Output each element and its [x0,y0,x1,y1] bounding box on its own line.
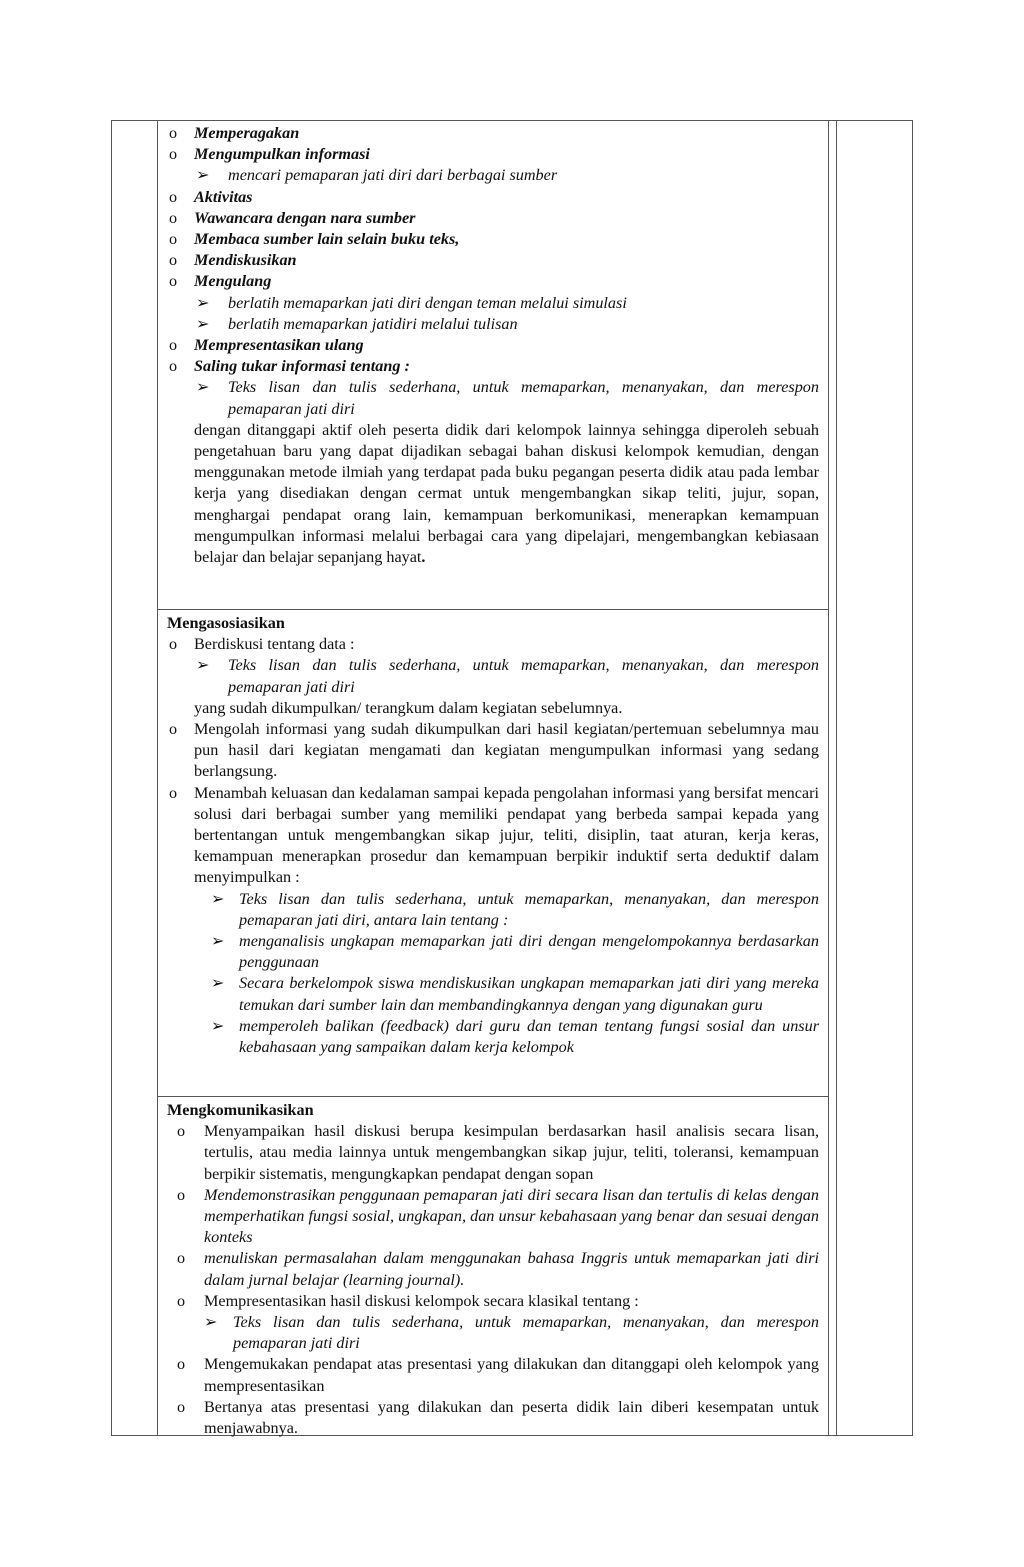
circle-bullet-icon: o [177,1122,186,1141]
paragraph: dengan ditanggapi aktif oleh peserta didik dari kelompok lainnya sehingga diperoleh sebuah pengetahuan baru yang dapat dijadikan sebagai bahan diskusi kelompok kemudian, dengan menggunakan metode ilmiah yang terdapat pada buku pegangan peserta didik atau pada lembar kerja yang disediakan dengan cermat untuk mengembangkan sikap teliti, jujur, sopan, menghargai pendapat orang lain, kemampuan berkomunikasi, menerapkan kemampuan mengumpulkan informasi melalui berbagai cara yang dipelajari, mengembangkan kebiasaan belajar dan belajar sepanjang hayat. [194,420,819,567]
list-item: o Mendiskusikan [167,250,819,271]
sub-list-item: ➢ Secara berkelompok siswa mendiskusikan ungkapan memaparkan jati diri yang mereka temukan dari sumber lain dan membandingkannya dengan yang digunakan guru [211,974,819,1014]
list-item: o Wawancara dengan nara sumber [167,208,819,229]
circle-bullet-icon: o [169,145,178,164]
circle-bullet-icon: o [169,230,178,249]
sub-list-item: ➢ Teks lisan dan tulis sederhana, untuk memaparkan, menanyakan, dan merespon pemaparan jati diri, antara lain tentang : [211,889,819,929]
sub-list-item: ➢ Teks lisan dan tulis sederhana, untuk memaparkan, menanyakan, dan merespon pemaparan jati diri [196,378,819,418]
list-item: o Mengemukakan pendapat atas presentasi yang dilakukan dan ditanggapi oleh kelompok yang mempresentasikan [167,1354,819,1396]
sub-list-item: ➢ Teks lisan dan tulis sederhana, untuk memaparkan, menanyakan, dan merespon pemaparan jati diri [196,656,819,696]
circle-bullet-icon: o [169,208,178,227]
arrow-bullet-icon: ➢ [196,378,210,397]
arrow-bullet-icon: ➢ [211,889,225,908]
section-mengasosiasikan [158,611,828,1096]
sub-list-item: ➢ memperoleh balikan (feedback) dari guru dan teman tentang fungsi sosial dan unsur kebahasaan yang sampaikan dalam kerja kelompok [211,1016,819,1057]
list-item: o Mengolah informasi yang sudah dikumpulkan dari hasil kegiatan/pertemuan sebelumnya mau pun hasil dari kegiatan mengamati dan kegiatan mengumpulkan informasi yang sedang berlangsung. [169,720,819,781]
circle-bullet-icon: o [177,1397,186,1416]
circle-bullet-icon: o [177,1249,186,1268]
list-item: o Saling tukar informasi tentang : [167,356,819,377]
sub-list-item: ➢ berlatih memaparkan jati diri dengan teman melalui simulasi [196,293,819,314]
list-item: o menuliskan permasalahan dalam menggunakan bahasa Inggris untuk memaparkan jati diri dalam jurnal belajar (learning journal). [167,1248,819,1290]
circle-bullet-icon: o [169,187,178,206]
arrow-bullet-icon: ➢ [211,932,225,951]
section-title: Mengkomunikasikan [167,1101,314,1119]
circle-bullet-icon: o [169,720,178,739]
list-item: o Menambah keluasan dan kedalaman sampai kepada pengolahan informasi yang bersifat mencari solusi dari berbagai sumber yang memiliki pendapat yang berbeda sampai kepada yang bertentangan untuk mengembangkan sikap jujur, teliti, disiplin, taat aturan, kerja keras, kemampuan menerapkan prosedur dan kemampuan berpikir induktif serta deduktif dalam menyimpulkan : [169,783,819,887]
circle-bullet-icon: o [177,1185,186,1204]
section-title: Mengasosiasikan [167,614,285,632]
section-mengumpulkan-informasi [158,121,828,609]
circle-bullet-icon: o [169,124,178,142]
list-item: o Memperagakan [167,123,819,144]
arrow-bullet-icon: ➢ [196,166,210,185]
list-item: o Berdiskusi tentang data : [167,634,819,655]
list-item: o Membaca sumber lain selain buku teks, [167,229,819,250]
arrow-bullet-icon: ➢ [196,314,210,333]
sub-list-item: ➢ Teks lisan dan tulis sederhana, untuk memaparkan, menanyakan, dan merespon pemaparan jati diri [204,1313,819,1353]
section-mengkomunikasikan [158,1098,828,1438]
list-item: o Mendemonstrasikan penggunaan pemaparan jati diri secara lisan dan tertulis di kelas dengan memperhatikan fungsi sosial, ungkapan, dan unsur kebahasaan yang benar dan sesuai dengan konteks [167,1185,819,1249]
list-item: o Menyampaikan hasil diskusi berupa kesimpulan berdasarkan hasil analisis secara lisan, tertulis, atau media lainnya untuk mengembangkan sikap jujur, teliti, toleransi, kemampuan berpikir sistematis, mengungkapkan pendapat dengan sopan [167,1121,819,1185]
list-item: o Mempresentasikan ulang [167,335,819,356]
arrow-bullet-icon: ➢ [204,1313,218,1332]
arrow-bullet-icon: ➢ [196,656,210,675]
list-item: o Bertanya atas presentasi yang dilakukan dan peserta didik lain diberi kesempatan untuk menjawabnya. [167,1397,819,1439]
sub-list-item: ➢ berlatih memaparkan jatidiri melalui tulisan [196,314,819,335]
list-item: o Mempresentasikan hasil diskusi kelompok secara klasikal tentang : [167,1291,819,1312]
circle-bullet-icon: o [169,272,178,291]
circle-bullet-icon: o [169,336,178,355]
circle-bullet-icon: o [169,635,178,654]
sub-list-item: ➢ mencari pemaparan jati diri dari berbagai sumber [196,165,819,186]
circle-bullet-icon: o [169,783,178,802]
column-divider [828,121,829,1435]
list-item: o Mengumpulkan informasi [167,144,819,165]
circle-bullet-icon: o [169,251,178,270]
column-divider [836,121,837,1435]
sub-list-item: ➢ menganalisis ungkapan memaparkan jati diri dengan mengelompokannya berdasarkan penggunaan [211,932,819,972]
list-item: o Mengulang [167,271,819,292]
circle-bullet-icon: o [177,1291,186,1310]
paragraph: yang sudah dikumpulkan/ terangkum dalam kegiatan sebelumnya. [194,698,623,717]
arrow-bullet-icon: ➢ [211,1016,225,1035]
row-divider [158,1096,828,1097]
list-item: o Aktivitas [167,187,819,208]
arrow-bullet-icon: ➢ [211,974,225,993]
circle-bullet-icon: o [177,1355,186,1374]
circle-bullet-icon: o [169,357,178,376]
arrow-bullet-icon: ➢ [196,293,210,312]
row-divider [158,609,828,610]
